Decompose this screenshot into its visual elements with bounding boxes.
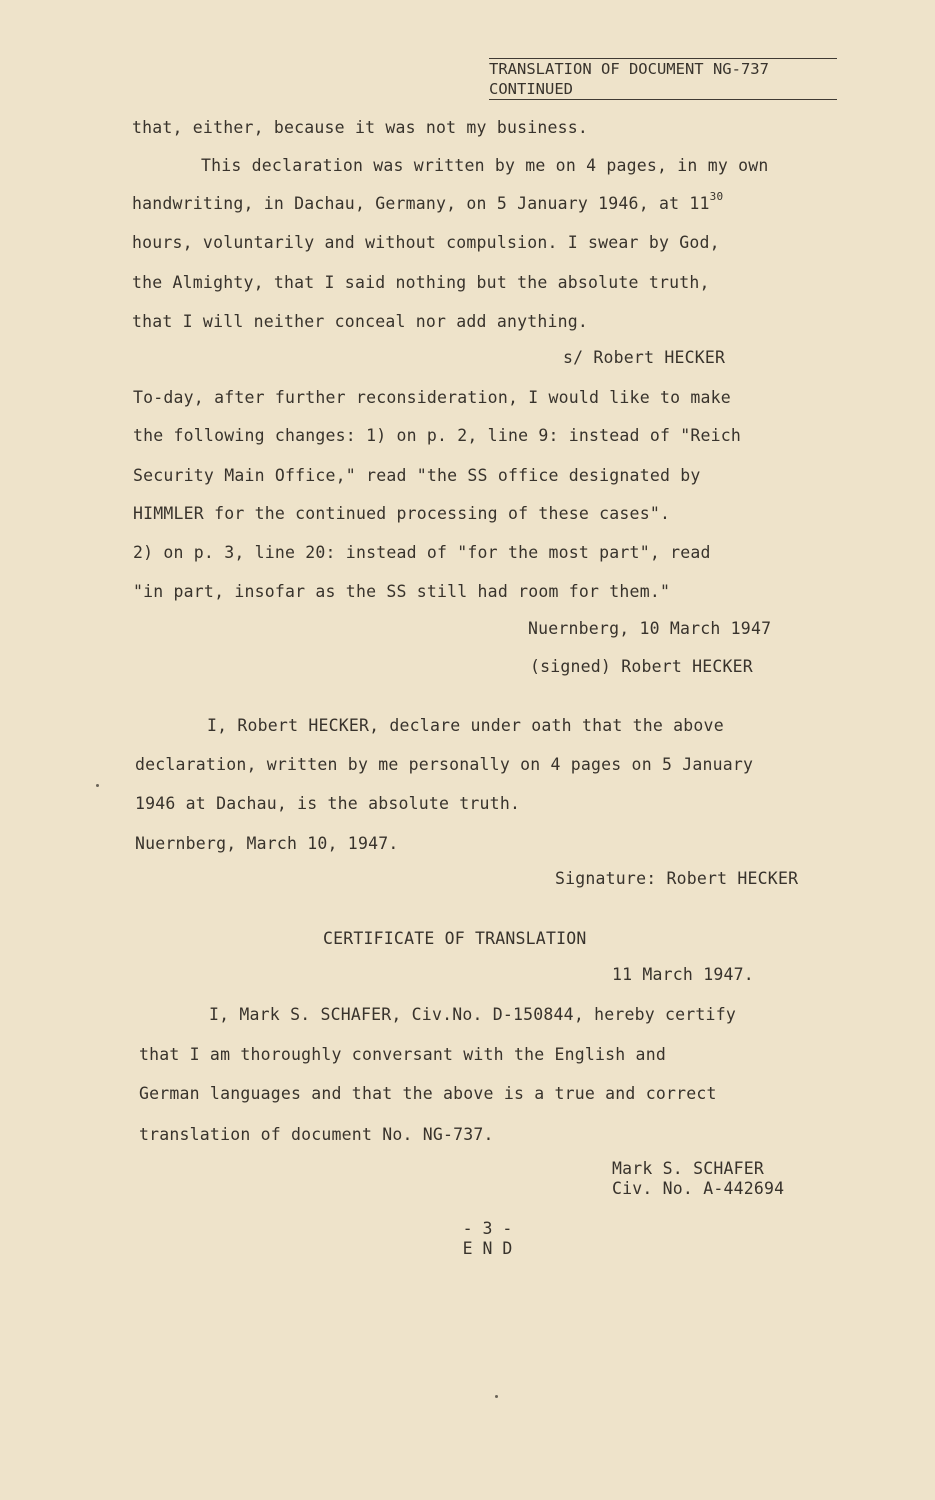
- body-line: To-day, after further reconsideration, I would like to make: [133, 388, 731, 407]
- end-marker: E N D: [462, 1239, 513, 1258]
- body-line: the Almighty, that I said nothing but the absolute truth,: [132, 273, 710, 292]
- body-line: the following changes: 1) on p. 2, line 9: instead of "Reich: [133, 426, 742, 445]
- body-line: "in part, insofar as the SS still had room for them.": [133, 582, 671, 601]
- body-line-with-superscript: [132, 190, 724, 213]
- time-superscript: 30: [709, 190, 724, 203]
- body-line: I, Robert HECKER, declare under oath that the above: [207, 716, 724, 735]
- body-line: hours, voluntarily and without compulsion. I swear by God,: [132, 233, 720, 252]
- body-line: that I will neither conceal nor add anything.: [132, 312, 589, 331]
- body-line: HIMMLER for the continued processing of these cases".: [133, 504, 671, 523]
- signature-line: Signature: Robert HECKER: [555, 869, 799, 888]
- certificate-line: I, Mark S. SCHAFER, Civ.No. D-150844, hereby certify: [209, 1005, 736, 1024]
- certificate-title: CERTIFICATE OF TRANSLATION: [323, 929, 587, 948]
- paper-speck: [96, 784, 99, 787]
- body-line: This declaration was written by me on 4 pages, in my own: [201, 156, 769, 175]
- place-date: Nuernberg, 10 March 1947: [528, 619, 772, 638]
- signature-line: (signed) Robert HECKER: [530, 657, 753, 676]
- paper-speck: [495, 1395, 498, 1398]
- body-line-text: handwriting, in Dachau, Germany, on 5 January 1946, at 11: [132, 194, 710, 213]
- signature-line: s/ Robert HECKER: [563, 348, 726, 367]
- body-line: declaration, written by me personally on 4 pages on 5 January: [135, 755, 754, 774]
- body-line: that, either, because it was not my business.: [132, 118, 589, 137]
- header-title: TRANSLATION OF DOCUMENT NG-737: [489, 60, 769, 78]
- certificate-line: that I am thoroughly conversant with the English and: [139, 1045, 666, 1064]
- certificate-date: 11 March 1947.: [612, 965, 754, 984]
- translator-name: Mark S. SCHAFER: [612, 1159, 765, 1178]
- header-continued: CONTINUED: [489, 80, 573, 98]
- body-line: Nuernberg, March 10, 1947.: [135, 834, 399, 853]
- certificate-line: translation of document No. NG-737.: [139, 1125, 494, 1144]
- body-line: 1946 at Dachau, is the absolute truth.: [135, 794, 521, 813]
- page-number: - 3 -: [462, 1219, 513, 1238]
- body-line: Security Main Office," read "the SS office designated by: [133, 466, 701, 485]
- document-header: [489, 58, 837, 100]
- translator-civ-number: Civ. No. A-442694: [612, 1179, 785, 1198]
- certificate-line: German languages and that the above is a true and correct: [139, 1084, 717, 1103]
- body-line: 2) on p. 3, line 20: instead of "for the most part", read: [133, 543, 711, 562]
